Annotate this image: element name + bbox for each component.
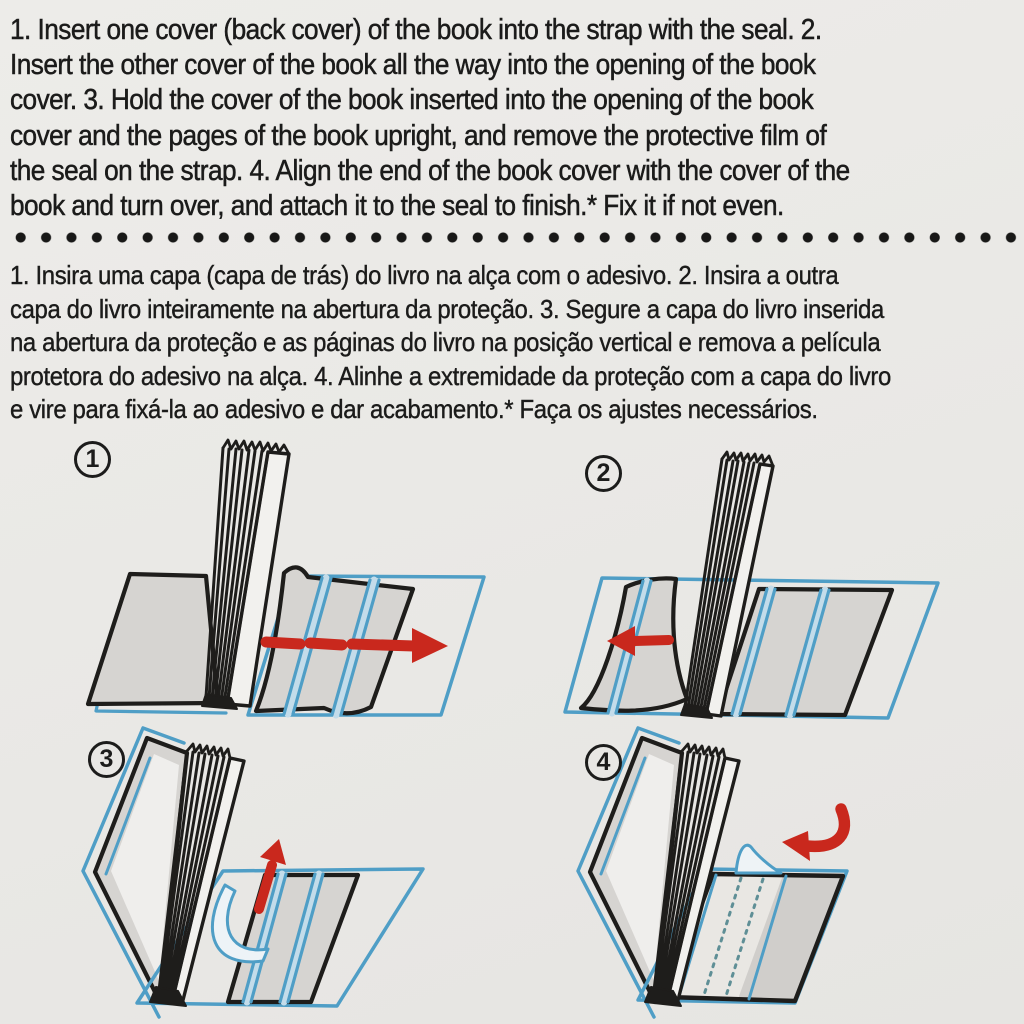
step-number: 1 xyxy=(85,445,100,473)
step-3-illustration xyxy=(60,725,530,1024)
step-number: 2 xyxy=(596,459,611,487)
instruction-line: the seal on the strap. 4. Align the end of the book cover with the cover of the xyxy=(10,154,850,187)
step-number-badge xyxy=(585,744,622,781)
film-flap xyxy=(736,845,781,873)
step-2-illustration xyxy=(555,437,1024,735)
step-number-badge xyxy=(585,455,622,492)
step-4-panel xyxy=(555,725,1024,1024)
step-number: 3 xyxy=(99,745,114,773)
step-number-badge xyxy=(88,741,125,778)
instruction-line: cover and the pages of the book upright, and remove the protective film of xyxy=(10,119,827,152)
turn-over-arrow-icon xyxy=(782,809,844,861)
instruction-line: 1. Insira uma capa (capa de trás) do livro na alça com o adesivo. 2. Insira a outra xyxy=(10,260,839,290)
back-cover xyxy=(88,574,218,704)
step-1-illustration xyxy=(60,437,530,735)
step-4-illustration xyxy=(555,725,1024,1024)
step-number: 4 xyxy=(596,748,611,776)
instruction-line: 1. Insert one cover (back cover) of the book into the strap with the seal. 2. xyxy=(10,14,822,46)
step-number-badge xyxy=(74,441,111,478)
instruction-line: protetora do adesivo na alça. 4. Alinhe a extremidade da proteção com a capa do livro xyxy=(10,360,891,391)
english-instructions xyxy=(10,13,850,224)
step-1-panel xyxy=(60,437,530,735)
instruction-line: na abertura da proteção e as páginas do livro na posição vertical e remova a película xyxy=(10,327,881,358)
instruction-line: cover. 3. Hold the cover of the book inserted into the opening of the book xyxy=(10,84,814,117)
step-2-panel xyxy=(555,437,1024,735)
instruction-line: Insert the other cover of the book all the way into the opening of the book xyxy=(10,49,816,82)
instruction-line: capa do livro inteiramente na abertura da proteção. 3. Segure a capa do livro inserida xyxy=(10,293,884,324)
dotted-divider xyxy=(8,231,1020,244)
instruction-line: book and turn over, and attach it to the seal to finish.* Fix it if not even. xyxy=(10,190,784,223)
portuguese-instructions xyxy=(10,259,891,427)
instruction-line: e vire para fixá-la ao adesivo e dar acabamento.* Faça os ajustes necessários. xyxy=(10,394,818,425)
step-3-panel xyxy=(60,725,530,1024)
